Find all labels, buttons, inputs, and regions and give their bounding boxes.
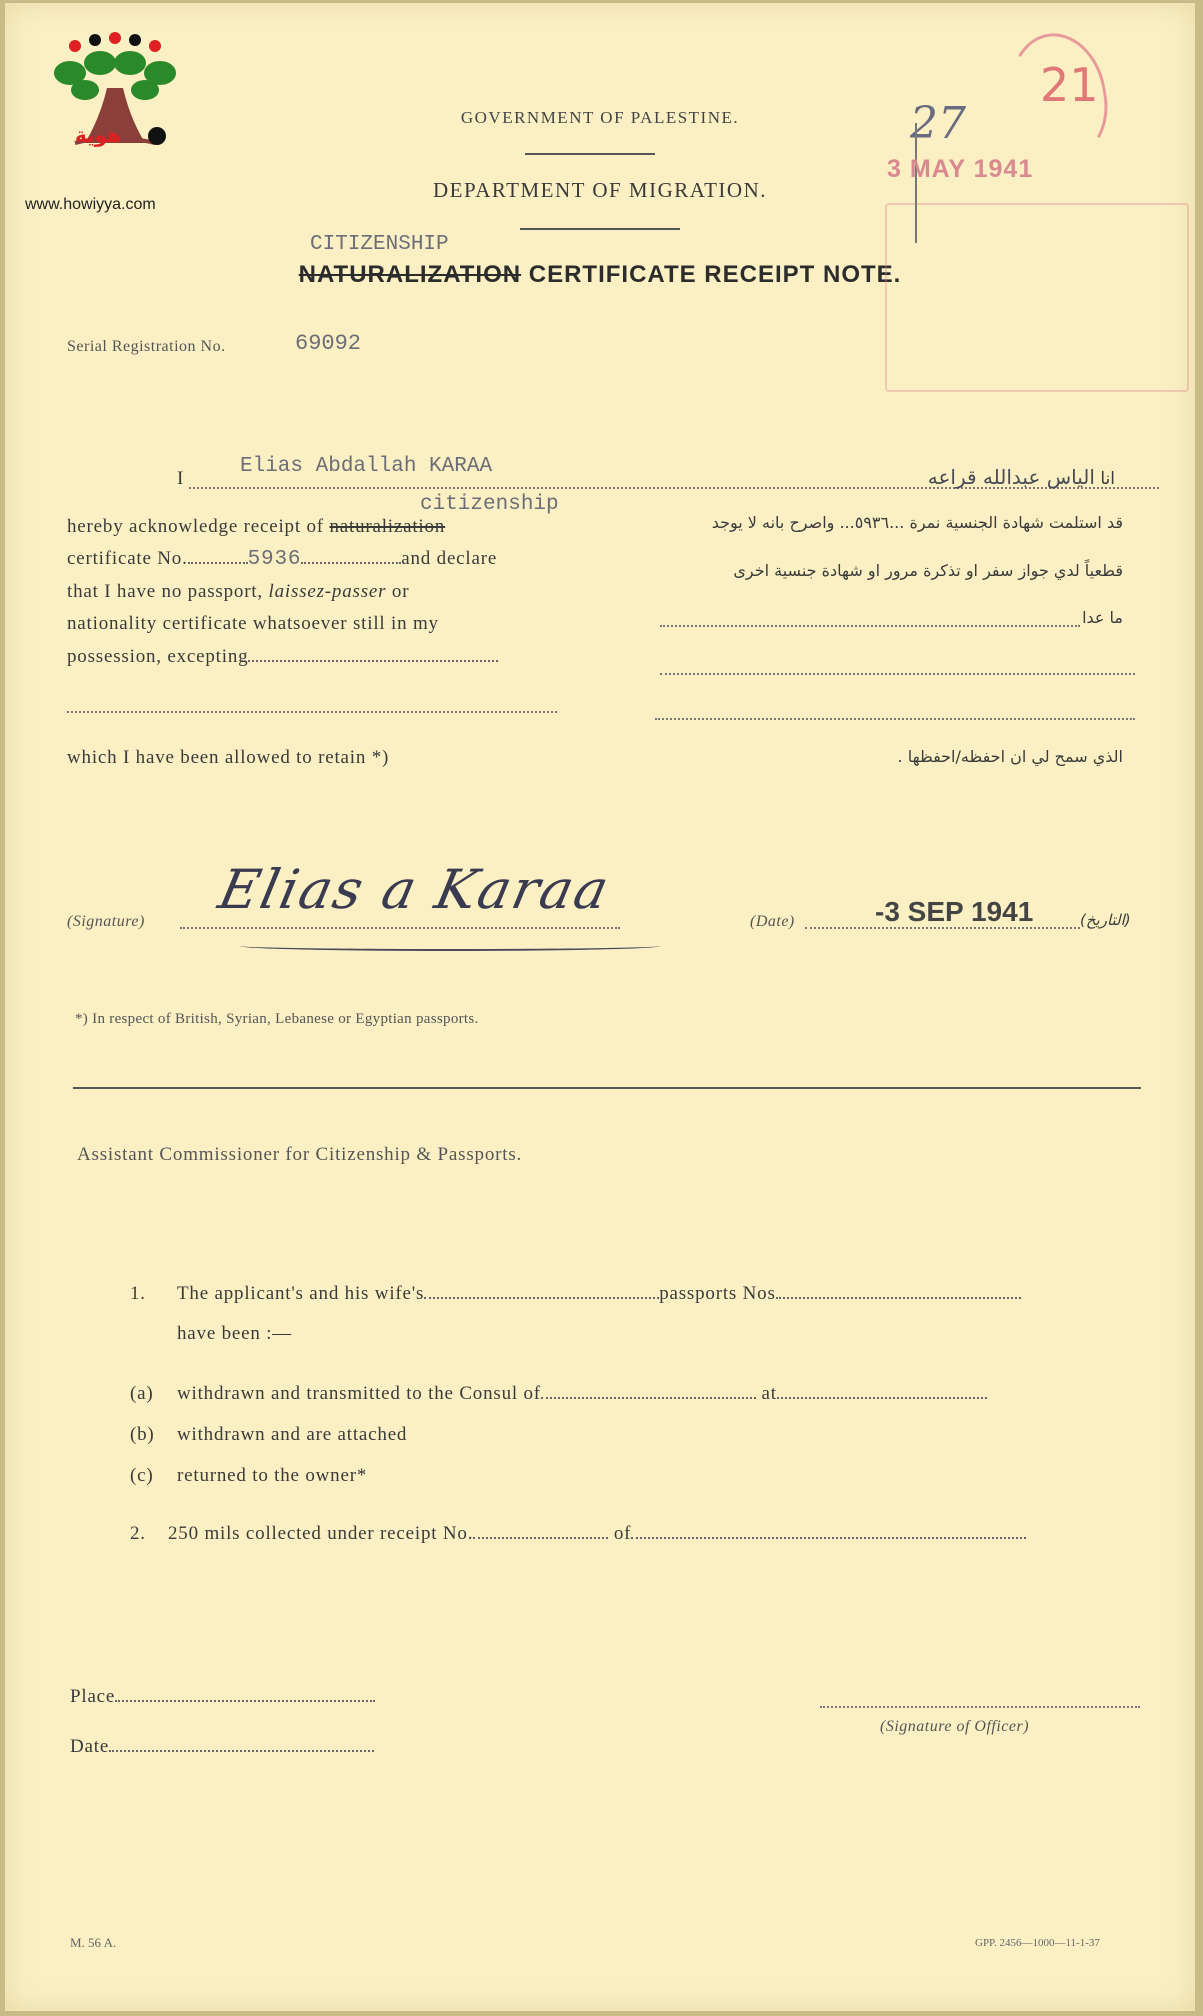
item2-number: 2.	[130, 1523, 146, 1544]
and-declare: and declare	[401, 548, 498, 569]
certificate-no-value: 5936	[247, 548, 302, 571]
section-divider	[73, 1087, 1141, 1089]
item1-text-b: passports Nos	[659, 1283, 776, 1304]
at-dots	[777, 1397, 987, 1399]
line1-text: hereby acknowledge receipt of	[67, 516, 324, 537]
item-a-line	[177, 1383, 987, 1405]
declaration-line-2	[67, 548, 497, 571]
item1-dots-b	[776, 1297, 1021, 1299]
document-page	[5, 3, 1195, 2011]
logo-arabic-text: هوية	[75, 123, 122, 147]
applicant-name: Elias Abdallah KARAA	[240, 455, 493, 478]
declaration-line-1	[67, 516, 445, 538]
item-c-label: (c)	[130, 1465, 154, 1486]
certificate-no-dots-a	[188, 562, 248, 564]
arabic-line-1	[928, 465, 1115, 489]
item-b-text: withdrawn and are attached	[177, 1424, 408, 1445]
item2-text-b: of	[613, 1523, 632, 1544]
typed-citizenship-over: citizenship	[420, 493, 559, 516]
laissez-passer: laissez-passer	[268, 581, 387, 602]
officer-date-dots	[109, 1750, 374, 1752]
arabic-line-4: ما عدا	[1082, 608, 1123, 627]
signature-underline	[240, 941, 660, 951]
place-line	[70, 1686, 375, 1708]
arabic-line-3: قطعياً لدي جواز سفر او تذكرة مرور او شهادة جنسية اخرى	[733, 561, 1123, 580]
certificate-no-label: certificate No.	[67, 548, 188, 569]
arabic-retain: الذي سمح لي ان احفظه/احفظها .	[897, 747, 1123, 766]
item1-number: 1.	[130, 1283, 146, 1304]
arabic-ana: انا	[1100, 469, 1115, 489]
stamp-handwritten-number: 27	[910, 98, 966, 149]
officer-date-label: Date	[70, 1736, 110, 1757]
serial-label: Serial Registration No.	[67, 338, 226, 355]
line3-a: that I have no passport,	[67, 581, 263, 602]
signature-label: (Signature)	[67, 913, 145, 930]
item-a-label: (a)	[130, 1383, 154, 1404]
line5-text: possession, excepting	[67, 646, 249, 667]
item-a-at: at	[761, 1383, 777, 1404]
line3-b: or	[391, 581, 410, 602]
footnote: *) In respect of British, Syrian, Lebanese or Egyptian passports.	[75, 1011, 479, 1027]
date-label: (Date)	[750, 913, 795, 930]
arabic-line-2: قد استلمت شهادة الجنسية نمرة ...٥٩٣٦... واصرح بانه لا يوجد	[711, 513, 1123, 532]
of-dots	[631, 1537, 1026, 1539]
arabic-dots-2	[660, 673, 1135, 675]
signature-dots	[180, 927, 620, 929]
declaration-line-3	[67, 581, 409, 603]
serial-value: 69092	[295, 331, 362, 356]
government-heading: GOVERNMENT OF PALESTINE.	[460, 108, 740, 127]
arabic-name: الياس عبدالله قراعه	[927, 465, 1095, 489]
title-struck-word: NATURALIZATION	[298, 261, 522, 288]
retain-text: which I have been allowed to retain *)	[67, 747, 390, 768]
arabic-dots-1	[660, 625, 1080, 627]
print-code: GPP. 2456—1000—11-1-37	[975, 1937, 1100, 1949]
excepting-dotted-line-2	[67, 711, 557, 713]
place-label: Place	[70, 1686, 116, 1707]
declaration-i: I	[177, 468, 185, 489]
consul-dots	[541, 1397, 756, 1399]
item2-text-a: 250 mils collected under receipt No.	[168, 1523, 474, 1544]
certificate-no-dots-b	[301, 562, 401, 564]
received-stamp	[885, 203, 1189, 392]
date-stamp-value: -3 SEP 1941	[875, 896, 1034, 927]
date-line	[70, 1736, 374, 1758]
arabic-dots-3	[655, 718, 1135, 720]
item1-text-a: The applicant's and his wife's	[177, 1283, 425, 1304]
stamp-date: 3 MAY 1941	[887, 155, 1034, 183]
item1-line	[177, 1283, 1021, 1305]
item-a-text: withdrawn and transmitted to the Consul of	[177, 1383, 541, 1404]
officer-heading: Assistant Commissioner for Citizenship & Passports.	[77, 1144, 523, 1165]
declaration-line-5	[67, 646, 498, 668]
officer-signature-dots	[820, 1706, 1140, 1708]
header-rule-1	[525, 153, 655, 155]
officer-signature-label: (Signature of Officer)	[880, 1718, 1030, 1735]
item1-dots-a	[424, 1297, 659, 1299]
struck-naturalization: naturalization	[329, 516, 446, 537]
item-c-text: returned to the owner*	[177, 1465, 368, 1486]
form-code: M. 56 A.	[70, 1935, 117, 1950]
excepting-dots	[248, 660, 498, 662]
date-label-arabic: (التاريخ)	[1080, 911, 1131, 929]
title-rest: CERTIFICATE RECEIPT NOTE.	[528, 261, 902, 288]
item1-have-been: have been :—	[177, 1323, 293, 1344]
handwritten-signature: Elias a Karaa	[213, 858, 616, 921]
item-b-label: (b)	[130, 1424, 155, 1445]
receipt-dots	[473, 1537, 608, 1539]
header-rule-2	[520, 228, 680, 230]
circled-number: 21	[1040, 58, 1099, 112]
declaration-line-4: nationality certificate whatsoever still in my	[67, 613, 439, 634]
title-typed-correction: CITIZENSHIP	[310, 233, 449, 256]
watermark-url: www.howiyya.com	[25, 196, 156, 213]
item2-line	[168, 1523, 1026, 1545]
department-heading: DEPARTMENT OF MIGRATION.	[432, 178, 768, 202]
place-dots	[115, 1700, 375, 1702]
